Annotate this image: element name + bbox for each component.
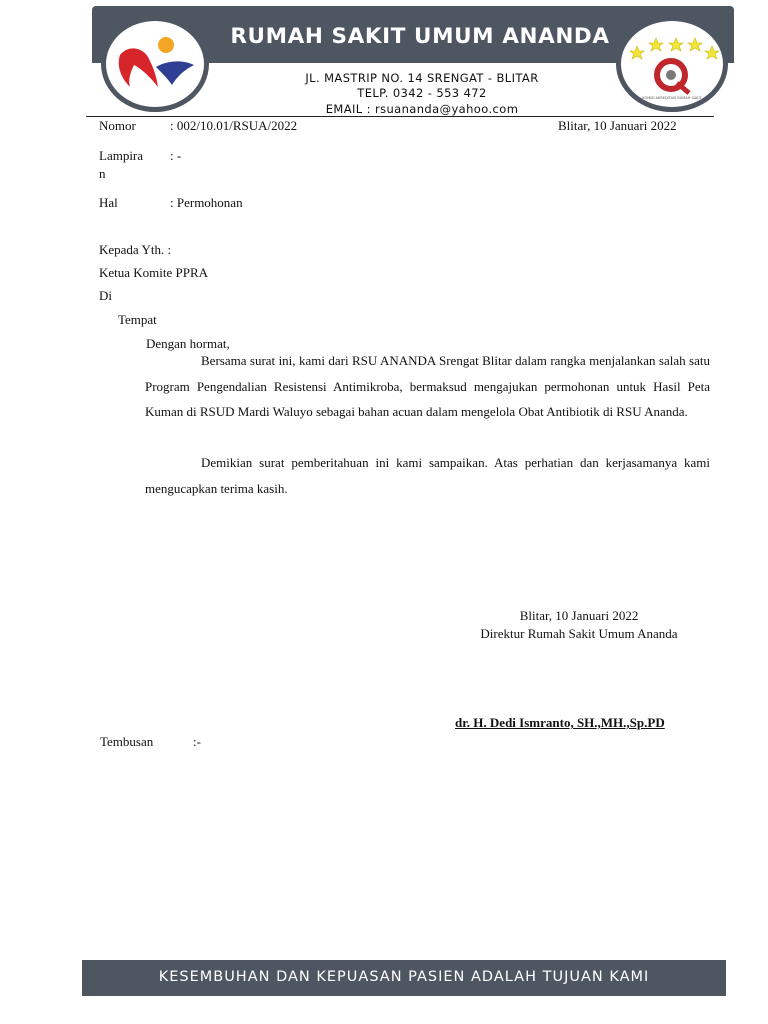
hal-value: : Permohonan bbox=[170, 195, 243, 210]
sign-place-date: Blitar, 10 Januari 2022 bbox=[519, 608, 639, 623]
footer-motto: KESEMBUHAN DAN KEPUASAN PASIEN ADALAH TUJUAN KAMI bbox=[158, 969, 650, 985]
nomor-value: : 002/10.01/RSUA/2022 bbox=[170, 118, 298, 133]
accreditation-logo-icon bbox=[616, 16, 728, 112]
tempat-label: Tempat bbox=[118, 312, 157, 327]
nomor-label: Nomor bbox=[99, 118, 136, 133]
lampiran-value: : - bbox=[170, 148, 182, 163]
lampiran-label: Lampira bbox=[99, 148, 144, 163]
sign-title: Direktur Rumah Sakit Umum Ananda bbox=[480, 626, 678, 641]
kepada-label: Kepada Yth. : bbox=[99, 242, 172, 257]
hospital-phone: TELP. 0342 - 553 472 bbox=[357, 86, 487, 100]
hospital-email: EMAIL : rsuananda@yahoo.com bbox=[325, 102, 519, 116]
tembusan-value: :- bbox=[193, 734, 201, 749]
recipient: Ketua Komite PPRA bbox=[99, 265, 209, 280]
accreditation-logo-text: KOMISI AKREDITASI RUMAH SAKIT bbox=[642, 96, 702, 100]
lampiran-label-wrap: n bbox=[99, 166, 106, 181]
signer-name: dr. H. Dedi Ismranto, SH.,MH.,Sp.PD bbox=[455, 715, 665, 730]
hospital-name: RUMAH SAKIT UMUM ANANDA bbox=[230, 24, 610, 49]
body-paragraph-2: Demikian surat pemberitahuan ini kami sampaikan. Atas perhatian dan kerjasamanya kami mengucapkan terima kasih. bbox=[145, 455, 710, 496]
hospital-logo-icon bbox=[101, 16, 209, 112]
hospital-address: JL. MASTRIP NO. 14 SRENGAT - BLITAR bbox=[305, 71, 539, 85]
body-paragraph-1: Bersama surat ini, kami dari RSU ANANDA Srengat Blitar dalam rangka menjalankan salah satu Program Pengendalian Resistensi Antimikroba, bermaksud mengajukan permohonan untuk Hasil Peta Kuman di RSUD Mardi Waluyo sebagai bahan acuan dalam mengelola Obat Antibiotik di RSU Ananda. bbox=[145, 353, 710, 420]
salutation: Dengan hormat, bbox=[146, 336, 230, 351]
header-divider bbox=[86, 116, 714, 117]
footer-bar bbox=[82, 960, 726, 996]
tembusan-label: Tembusan bbox=[100, 734, 154, 749]
letterhead bbox=[92, 6, 734, 116]
hal-label: Hal bbox=[99, 195, 118, 210]
di-label: Di bbox=[99, 288, 112, 303]
letter-date: Blitar, 10 Januari 2022 bbox=[558, 118, 677, 133]
